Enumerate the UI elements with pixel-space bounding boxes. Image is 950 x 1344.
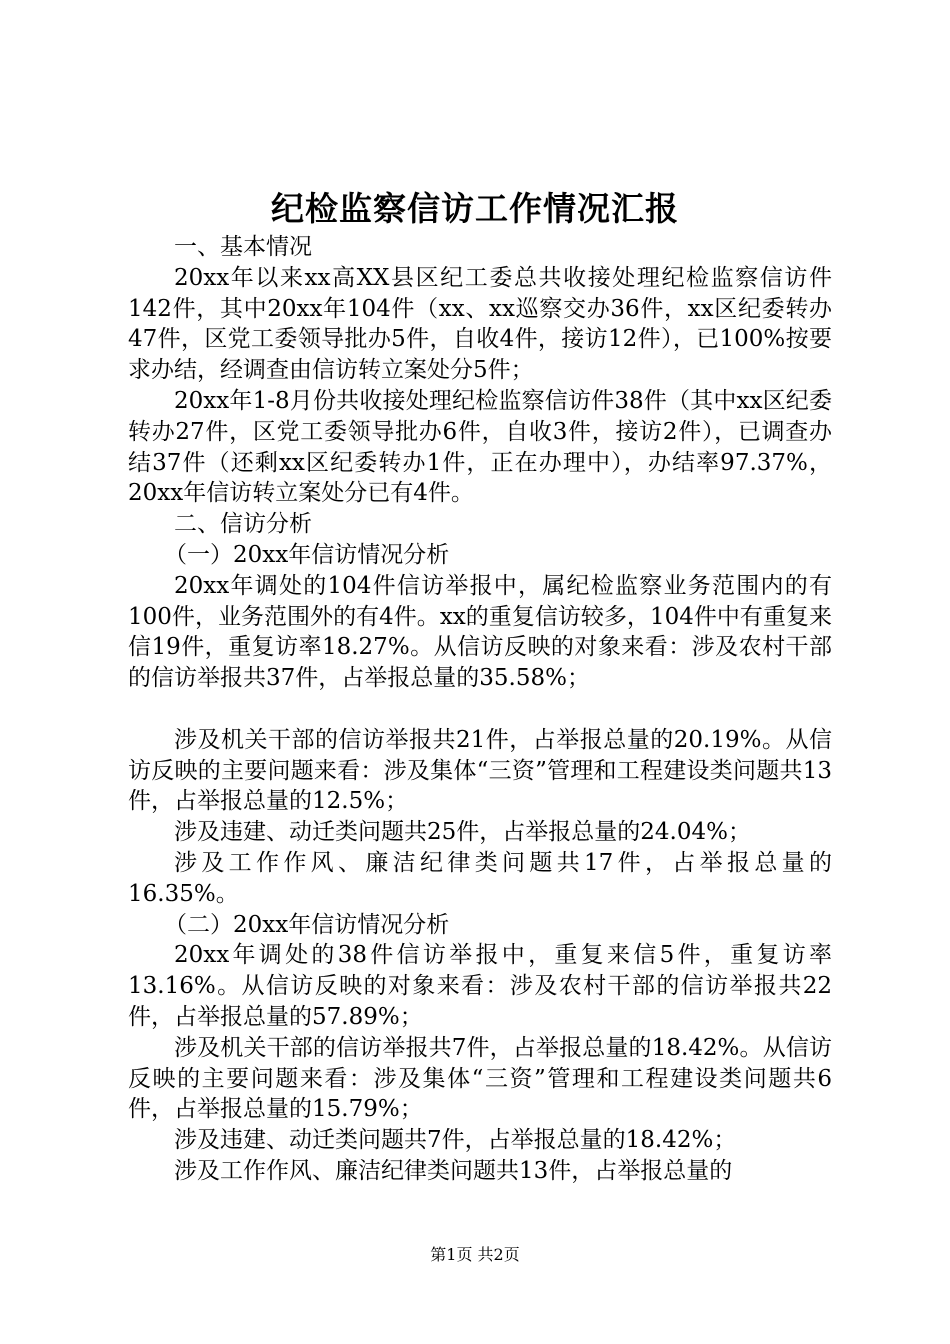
- paragraph: 涉及工作作风、廉洁纪律类问题共17件，占举报总量的16.35%。: [128, 849, 832, 907]
- subsection-heading: （一）20xx年信访情况分析: [164, 541, 450, 568]
- document-body: [128, 232, 832, 1187]
- paragraph: 涉及机关干部的信访举报共7件，占举报总量的18.42%。从信访反映的主要问题来看：涉及集体“三资”管理和工程建设类问题共6件，占举报总量的15.79%；: [128, 1034, 832, 1123]
- paragraph: 涉及违建、动迁类问题共7件，占举报总量的18.42%；: [174, 1127, 737, 1154]
- paragraph: 20xx年以来xx高XX县区纪工委总共收接处理纪检监察信访件142件，其中20xx年104件（xx、xx巡察交办36件，xx区纪委转办47件，区党工委领导批办5件，自收4件，接访12件），已100%按要求办结，经调查由信访转立案处分5件；: [128, 264, 832, 384]
- blank-line: [128, 694, 832, 725]
- paragraph: 20xx年调处的104件信访举报中，属纪检监察业务范围内的有100件，业务范围外的有4件。xx的重复信访较多，104件中有重复来信19件，重复访率18.27%。从信访反映的对象来看：涉及农村干部的信访举报共37件，占举报总量的35.58%；: [128, 572, 832, 692]
- paragraph: 20xx年1-8月份共收接处理纪检监察信访件38件（其中xx区纪委转办27件，区党工委领导批办6件，自收3件，接访2件），已调查办结37件（还剩xx区纪委转办1件，正在办理中），办结率97.37%，20xx年信访转立案处分已有4件。: [128, 387, 832, 507]
- paragraph: 涉及工作作风、廉洁纪律类问题共13件，占举报总量的: [174, 1157, 733, 1184]
- section-heading-analysis: 二、信访分析: [174, 511, 312, 538]
- section-heading-basic: 一、基本情况: [174, 234, 312, 260]
- subsection-heading: （二）20xx年信访情况分析: [164, 911, 450, 938]
- paragraph: 涉及机关干部的信访举报共21件，占举报总量的20.19%。从信访反映的主要问题来看：涉及集体“三资”管理和工程建设类问题共13件，占举报总量的12.5%；: [128, 726, 832, 815]
- page-footer: 第1页 共2页: [430, 1245, 520, 1264]
- paragraph: 20xx年调处的38件信访举报中，重复来信5件，重复访率13.16%。从信访反映的对象来看：涉及农村干部的信访举报共22件，占举报总量的57.89%；: [128, 942, 832, 1030]
- paragraph: 涉及违建、动迁类问题共25件，占举报总量的24.04%；: [174, 819, 751, 846]
- document-title: 纪检监察信访工作情况汇报: [271, 189, 679, 228]
